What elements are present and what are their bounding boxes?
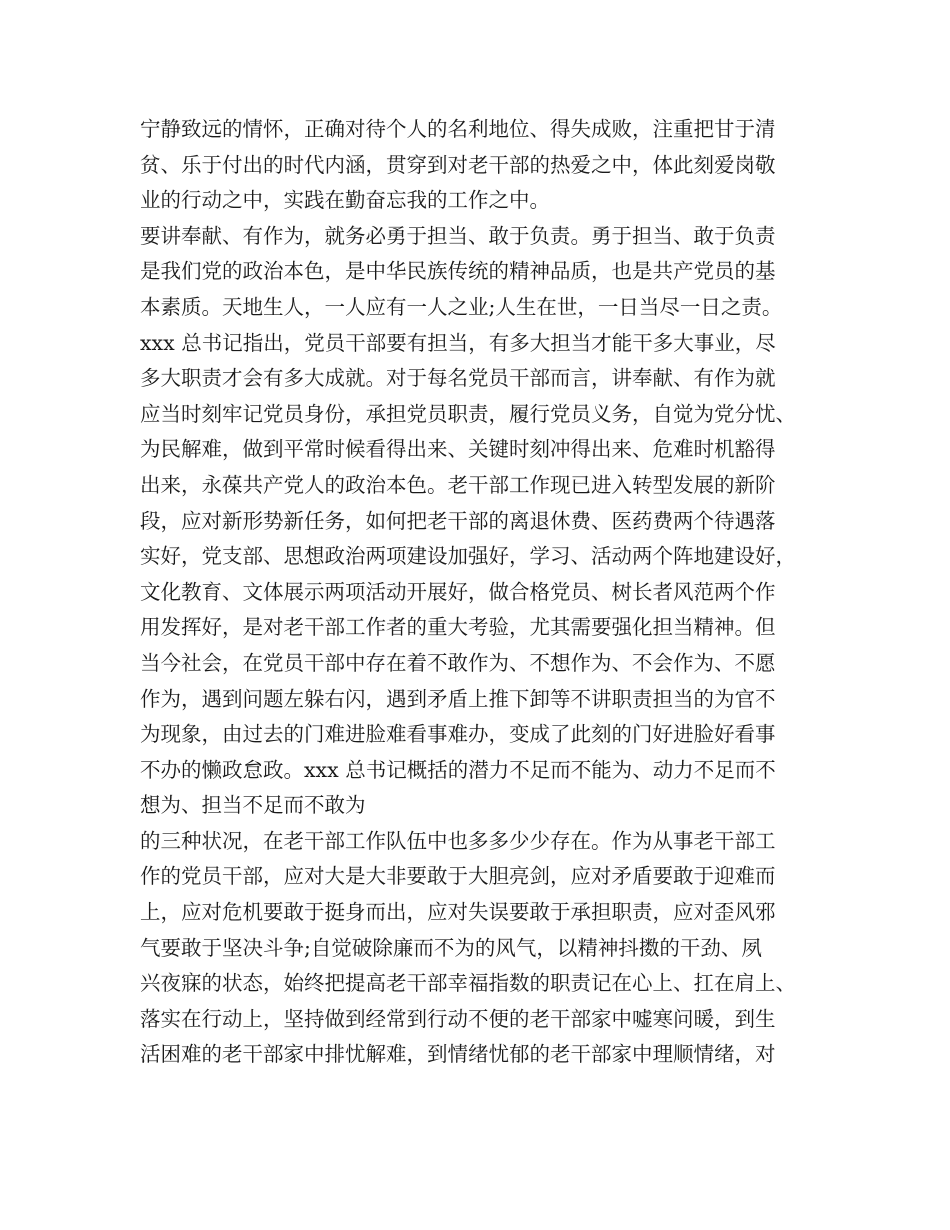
text-line: 业的行动之中，实践在勤奋忘我的工作之中。 [140, 188, 550, 213]
text-line: 想为、担当不足而不敢为 [140, 793, 366, 818]
text-line: 是我们党的政治本色，是中华民族传统的精神品质，也是共产党员的基 [140, 259, 776, 284]
text-line: 为民解难，做到平常时候看得出来、关键时刻冲得出来、危难时机豁得 [140, 437, 776, 462]
text-line: 出来，永葆共产党人的政治本色。老干部工作现已进入转型发展的新阶 [140, 472, 776, 497]
text-line: xxx 总书记指出，党员干部要有担当，有多大担当才能干多大事业，尽 [140, 330, 776, 355]
text-line: 气要敢于坚决斗争;自觉破除廉而不为的风气，以精神抖擞的干劲、夙 [140, 935, 762, 960]
text-line: 不办的懒政怠政。xxx 总书记概括的潜力不足而不能为、动力不足而不 [140, 757, 776, 782]
text-line: 本素质。天地生人，一人应有一人之业;人生在世，一日当尽一日之责。 [140, 294, 783, 319]
text-line: 应当时刻牢记党员身份，承担党员职责，履行党员义务，自觉为党分忧、 [140, 401, 796, 426]
text-line: 要讲奉献、有作为，就务必勇于担当、敢于负责。勇于担当、敢于负责 [140, 223, 776, 248]
text-line: 实好，党支部、思想政治两项建设加强好，学习、活动两个阵地建设好， [140, 544, 796, 569]
text-line: 为现象，由过去的门难进脸难看事难办，变成了此刻的门好进脸好看事 [140, 722, 776, 747]
text-line: 多大职责才会有多大成就。对于每名党员干部而言，讲奉献、有作为就 [140, 366, 776, 391]
text-line: 用发挥好，是对老干部工作者的重大考验，尤其需要强化担当精神。但 [140, 615, 776, 640]
text-line: 作为，遇到问题左躲右闪，遇到矛盾上推下卸等不讲职责担当的为官不 [140, 686, 776, 711]
text-line: 落实在行动上，坚持做到经常到行动不便的老干部家中嘘寒问暖，到生 [140, 1006, 776, 1031]
text-line: 兴夜寐的状态，始终把提高老干部幸福指数的职责记在心上、扛在肩上、 [140, 971, 796, 996]
text-line: 作的党员干部，应对大是大非要敢于大胆亮剑，应对矛盾要敢于迎难而 [140, 864, 776, 889]
text-line: 文化教育、文体展示两项活动开展好，做合格党员、树长者风范两个作 [140, 579, 776, 604]
text-line: 当今社会，在党员干部中存在着不敢作为、不想作为、不会作为、不愿 [140, 650, 776, 675]
text-line: 的三种状况，在老干部工作队伍中也多多少少存在。作为从事老干部工 [140, 828, 776, 853]
text-line: 贫、乐于付出的时代内涵，贯穿到对老干部的热爱之中，体此刻爱岗敬 [140, 152, 776, 177]
body-text [140, 112, 830, 1073]
text-line: 活困难的老干部家中排忧解难，到情绪忧郁的老干部家中理顺情绪，对 [140, 1042, 776, 1067]
text-line: 宁静致远的情怀，正确对待个人的名利地位、得失成败，注重把甘于清 [140, 117, 776, 141]
text-line: 上，应对危机要敢于挺身而出，应对失误要敢于承担职责，应对歪风邪 [140, 900, 776, 925]
text-line: 段，应对新形势新任务，如何把老干部的离退休费、医药费两个待遇落 [140, 508, 776, 533]
